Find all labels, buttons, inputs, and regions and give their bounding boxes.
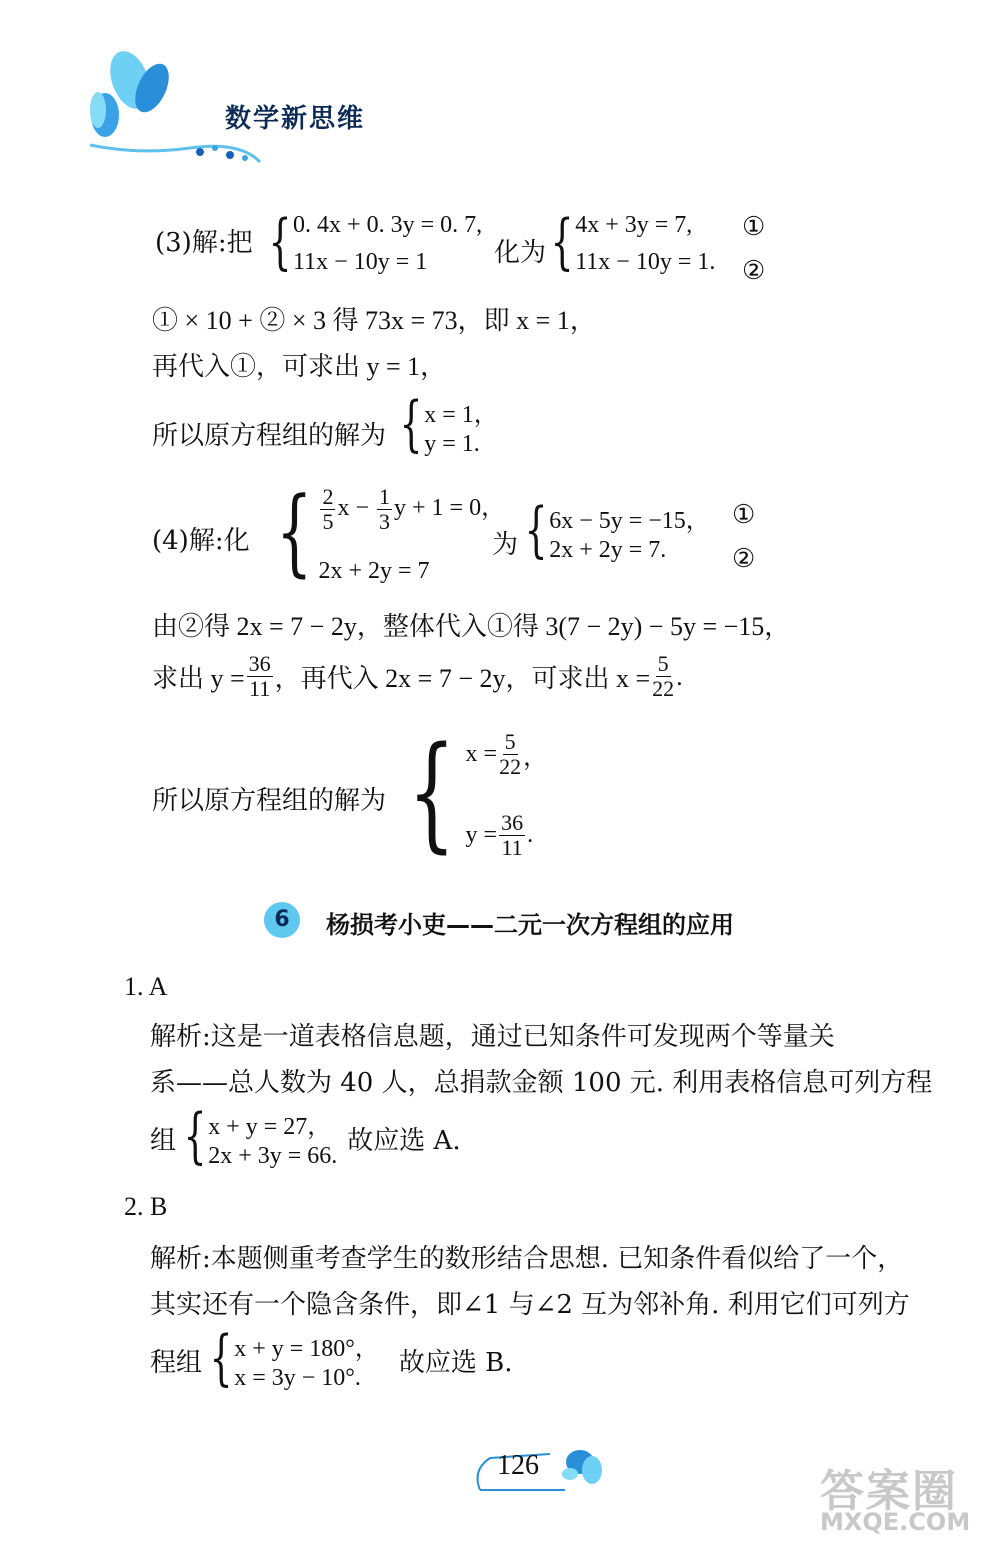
part4-new-system: { 6x − 5y = −15， 2x + 2y = 7. xyxy=(524,495,710,565)
part4-line1: 由②得 2x = 7 − 2y，整体代入①得 3(7 − 2y) − 5y = −15， xyxy=(152,612,791,641)
part3-to-label: 化为 xyxy=(494,238,547,268)
q1-answer: 1. A xyxy=(124,972,168,1001)
fraction-x-value: $\frac{5}{22}$ xyxy=(652,651,675,702)
fraction-2-5: $\frac{2}{5}$ xyxy=(322,484,334,535)
part4-line2: 求出 y = $\frac{36}{11}$ ，再代入 2x = 7 − 2y，可求出 x = $\frac{5}{22}$ . xyxy=(152,651,683,702)
part4-new-eq1: 6x − 5y = −15， xyxy=(549,508,710,534)
part4-solution-system: { x = $\frac{5}{22}$ ， y = $\frac{36}{11}$ . xyxy=(407,720,548,865)
q1-zu-label: 组 xyxy=(150,1125,177,1156)
watermark-url: MXQE.COM xyxy=(820,1508,971,1536)
part3-line2: 再代入①，可求出 y = 1， xyxy=(152,352,447,381)
part4-original-system: { $\frac{2}{5}$ x − $\frac{1}{3}$ y + 1 = 0， 2x + 2y = 7 xyxy=(276,477,506,587)
q2-conclusion: 故应选 B. xyxy=(398,1347,513,1378)
fraction-y-value: $\frac{36}{11}$ xyxy=(248,651,271,702)
part3-sol2: y = 1. xyxy=(424,431,480,457)
part3-new-eq1: 4x + 3y = 7, xyxy=(575,212,693,238)
part3-line1: ① × 10 + ② × 3 得 73x = 73，即 x = 1， xyxy=(152,306,596,335)
part4-to-label: 为 xyxy=(492,530,519,560)
q2-eq1: x + y = 180°， xyxy=(234,1336,379,1362)
q2-eq2: x = 3y − 10°. xyxy=(234,1365,361,1391)
part3-solution-system: { x = 1， y = 1. xyxy=(399,389,498,459)
page-number-frame xyxy=(470,1440,620,1500)
part3-sol1: x = 1， xyxy=(424,402,498,428)
part3-orig-eq2: 11x − 10y = 1 xyxy=(293,249,428,275)
part4-sol2: y = $\frac{36}{11}$ . xyxy=(465,809,534,860)
watermark-logo: 答案圈 xyxy=(820,1466,958,1517)
part4-mark1: ① xyxy=(732,500,756,530)
q2-analysis-line1: 解析:本题侧重考查学生的数形结合思想. 已知条件看似给了一个， xyxy=(150,1244,904,1274)
q2-equation-row: 程组 { x + y = 180°， x = 3y − 10°. 故应选 B. xyxy=(150,1323,513,1393)
part3-mark2: ② xyxy=(742,256,766,286)
part3-label: (3)解:把 xyxy=(155,228,253,258)
part4-sol1: x = $\frac{5}{22}$ ， xyxy=(465,729,548,780)
part4-mark2: ② xyxy=(732,544,756,574)
q1-eq2: 2x + 3y = 66. xyxy=(208,1143,338,1169)
section-title: 杨损考小吏——二元一次方程组的应用 xyxy=(326,911,734,939)
part4-orig-eq2: 2x + 2y = 7 xyxy=(318,558,430,584)
part3-solution-label: 所以原方程组的解为 xyxy=(152,421,387,451)
part4-orig-eq1: $\frac{2}{5}$ x − $\frac{1}{3}$ y + 1 = 0， xyxy=(322,484,506,535)
fraction-1-3: $\frac{1}{3}$ xyxy=(379,484,390,535)
q2-analysis-line2: 其实还有一个隐含条件，即∠1 与∠2 互为邻补角. 利用它们可列方 xyxy=(150,1290,910,1320)
part4-solution-label: 所以原方程组的解为 xyxy=(152,786,387,816)
part3-new-eq2: 11x − 10y = 1. xyxy=(575,249,716,275)
part3-new-system: { 4x + 3y = 7, 11x − 10y = 1. xyxy=(550,207,716,277)
part3-statement xyxy=(155,207,483,277)
section-number-badge: 6 xyxy=(264,902,300,938)
q2-answer: 2. B xyxy=(124,1192,168,1221)
part3-orig-eq1: 0. 4x + 0. 3y = 0. 7, xyxy=(293,212,483,238)
part3-mark1: ① xyxy=(742,212,766,242)
part4-new-eq2: 2x + 2y = 7. xyxy=(549,537,667,563)
q2-zu-label: 程组 xyxy=(150,1347,203,1378)
q1-equation-row: 组 { x + y = 27， 2x + 3y = 66. 故应选 A. xyxy=(150,1101,461,1171)
q1-conclusion: 故应选 A. xyxy=(347,1125,461,1156)
q1-analysis-line1: 解析:这是一道表格信息题，通过已知条件可发现两个等量关 xyxy=(150,1022,835,1052)
part4-label: (4)解:化 xyxy=(152,526,250,556)
q1-analysis-line2: 系——总人数为 40 人，总捐款金额 100 元. 利用表格信息可列方程 xyxy=(150,1068,933,1098)
part3-original-system: { 0. 4x + 0. 3y = 0. 7, 11x − 10y = 1 xyxy=(268,207,483,277)
header-title: 数学新思维 xyxy=(225,104,366,134)
page-number: 126 xyxy=(497,1450,539,1481)
q1-eq1: x + y = 27， xyxy=(208,1114,332,1140)
